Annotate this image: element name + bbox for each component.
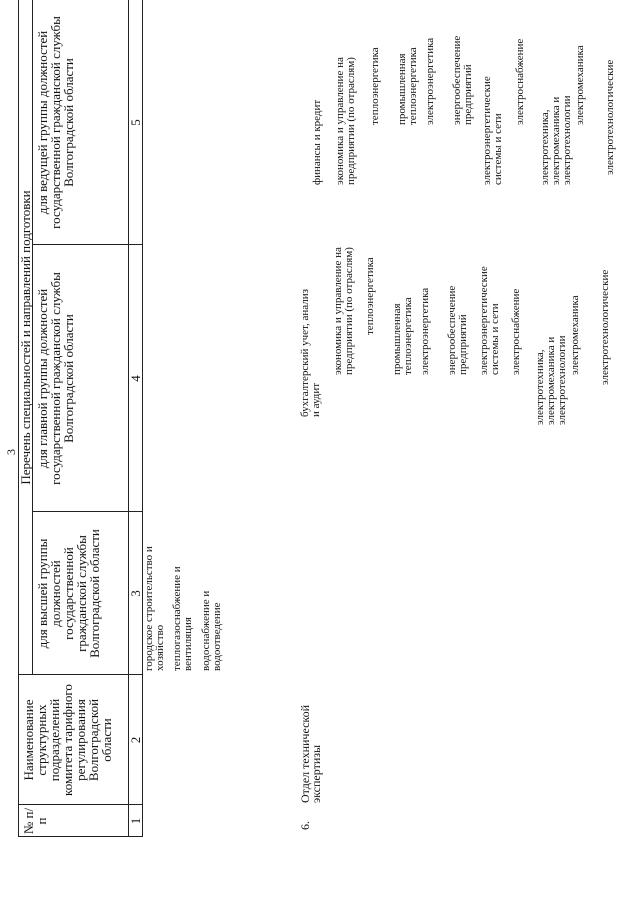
header-lead-group: для ведущей группы должностей государственной гражданской службы Волгоградской области: [35, 16, 76, 229]
main-col-item: электротехнологические: [599, 269, 611, 385]
table-col-divider-3: [32, 511, 142, 512]
top-col-item: теплогазоснабжение и вентиляция: [171, 566, 194, 671]
lead-col-item: электроснабжение: [514, 38, 526, 125]
header-department-name: Наименование структурных подразделений комитета тарифного регулирования Волгоградской области: [21, 684, 114, 796]
main-col-item: электромеханика: [569, 295, 581, 375]
header-main-group: для главной группы должностей государственной гражданской службы Волгоградской области: [35, 272, 76, 485]
lead-col-item: энергообеспечение предприятий: [451, 35, 474, 125]
main-col-item: бухгалтерский учет, анализ и аудит: [299, 289, 322, 417]
table-col-divider-2: [18, 674, 142, 675]
main-col-item: электротехника, электромеханика и электротехнологии: [534, 335, 568, 425]
main-col-item: промышленная теплоэнергетика: [391, 297, 414, 375]
main-col-item: экономика и управление на предприятии (по отраслям): [332, 247, 355, 375]
lead-col-item: электромеханика: [574, 45, 586, 125]
col-number-5: 5: [128, 119, 143, 126]
main-col-item: электроэнергетические системы и сети: [478, 266, 501, 375]
col-number-4: 4: [128, 375, 143, 382]
table-col-divider-1: [18, 804, 142, 805]
table-col-divider-4: [32, 244, 142, 245]
lead-col-item: электротехнологические: [604, 59, 616, 175]
header-specialties-list: Перечень специальностей и направлений подготовки: [18, 190, 33, 485]
header-top-group: для высшей группы должностей государственной гражданской службы Волгоградской области: [35, 529, 102, 658]
col-number-1: 1: [128, 817, 143, 825]
main-col-item: теплоэнергетика: [364, 257, 376, 335]
col-number-2: 2: [128, 736, 143, 744]
lead-col-item: теплоэнергетика: [369, 47, 381, 125]
table-border-left: [18, 836, 142, 837]
col-number-3: 3: [128, 590, 143, 597]
top-col-item: городское строительство и хозяйство: [143, 546, 166, 671]
lead-col-item: электроэнергетика: [424, 37, 436, 125]
main-col-item: энергообеспечение предприятий: [446, 285, 469, 375]
lead-col-item: электротехника, электромеханика и электротехнологии: [539, 95, 573, 185]
main-col-item: электроэнергетика: [419, 287, 431, 375]
top-col-item: водоснабжение и водоотведение: [200, 590, 223, 671]
page-number: 3: [4, 449, 18, 455]
lead-col-item: электроэнергетические системы и сети: [481, 76, 504, 185]
section-number: 6.: [298, 821, 312, 830]
section-name: Отдел технической экспертизы: [298, 704, 323, 803]
header-number: № п/п: [21, 807, 49, 835]
lead-col-item: промышленная теплоэнергетика: [396, 47, 419, 125]
lead-col-item: экономика и управление на предприятии (по отраслям): [334, 57, 357, 185]
lead-col-item: финансы и кредит: [311, 99, 323, 185]
main-col-item: электроснабжение: [510, 288, 522, 375]
